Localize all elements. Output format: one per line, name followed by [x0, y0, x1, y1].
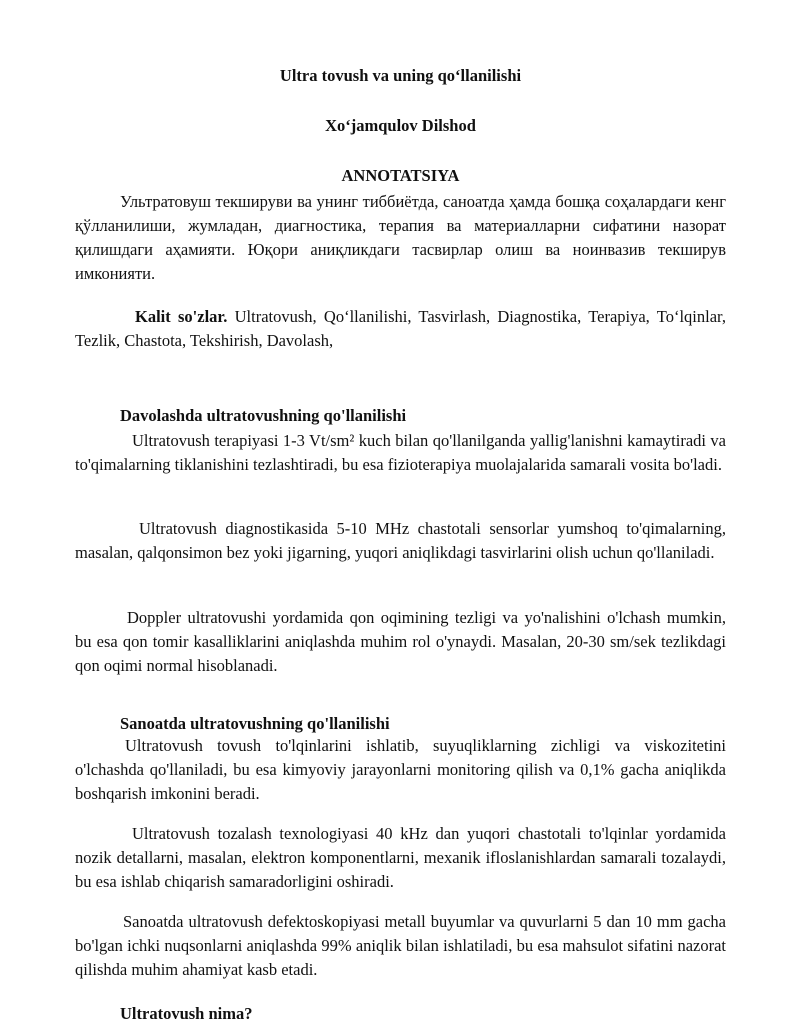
- treatment-paragraph-3: Doppler ultratovushi yordamida qon oqimining tezligi va yo'nalishini o'lchash mumkin, bu esa qon tomir kasalliklarini aniqlashda muhim rol o'ynaydi. Masalan, 20-30 sm/sek tezlikdagi qon oqimi normal hisoblanadi.: [75, 608, 726, 675]
- keywords-list: Ultratovush, Qo‘llanilishi, Tasvirlash, Diagnostika, Terapiya, To‘lqinlar, Tezlik, Chastota, Tekshirish, Davolash,: [75, 307, 726, 350]
- annotation-heading: ANNOTATSIYA: [341, 166, 460, 185]
- treatment-paragraph-1: Ultratovush terapiyasi 1-3 Vt/sm² kuch bilan qo'llanilganda yallig'lanishni kamaytiradi va to'qimalarning tiklanishini tezlashtiradi, bu esa fizioterapiya muolajalarida samarali vosita bo'ladi.: [75, 431, 726, 474]
- author-name: Xo‘jamqulov Dilshod: [325, 116, 476, 135]
- industry-paragraph-3: Sanoatda ultratovush defektoskopiyasi metall buyumlar va quvurlarni 5 dan 10 mm gacha bo'lgan ichki nuqsonlarni aniqlashda 99% aniqlik bilan ishlatiladi, bu esa mahsulot sifatini nazorat qilishda muhim ahamiyat kasb etadi.: [75, 912, 726, 979]
- industry-paragraph-2: Ultratovush tozalash texnologiyasi 40 kHz dan yuqori chastotali to'lqinlar yordamida nozik detallarni, masalan, elektron komponentlarni, mexanik ifloslanishlardan samarali tozalaydi, bu esa ishlab chiqarish samaradorligini oshiradi.: [75, 824, 726, 891]
- document-title: Ultra tovush va uning qo‘llanilishi: [279, 66, 522, 85]
- treatment-paragraph-2: Ultratovush diagnostikasida 5-10 MHz chastotali sensorlar yumshoq to'qimalarning, masalan, qalqonsimon bez yoki jigarning, yuqori aniqlikdagi tasvirlarini olish uchun qo'llaniladi.: [75, 519, 726, 562]
- industry-paragraph-1: Ultratovush tovush to'lqinlarini ishlatib, suyuqliklarning zichligi va viskozitetini o'lchashda qo'llaniladi, bu esa kimyoviy jarayonlarni monitoring qilish va 0,1% gacha aniqlikda boshqarish imkonini beradi.: [75, 736, 726, 803]
- annotation-paragraph: Ультратовуш текшируви ва унинг тиббиётда, саноатда ҳамда бошқа соҳалардаги кенг қўлланилиши, жумладан, диагностика, терапия ва материалларни сифатини назорат қилишдаги аҳамияти. Юқори аниқликдаги тасвирлар олиш ва ноинвазив текширув имконияти.: [75, 192, 726, 283]
- keywords-label: Kalit so'zlar.: [135, 307, 228, 326]
- section-heading-industry: Sanoatda ultratovushning qo'llanilishi: [120, 714, 390, 733]
- keywords-paragraph: [75, 305, 726, 353]
- section-heading-what-is: Ultratovush nima?: [120, 1004, 253, 1023]
- section-heading-treatment: Davolashda ultratovushning qo'llanilishi: [120, 406, 407, 425]
